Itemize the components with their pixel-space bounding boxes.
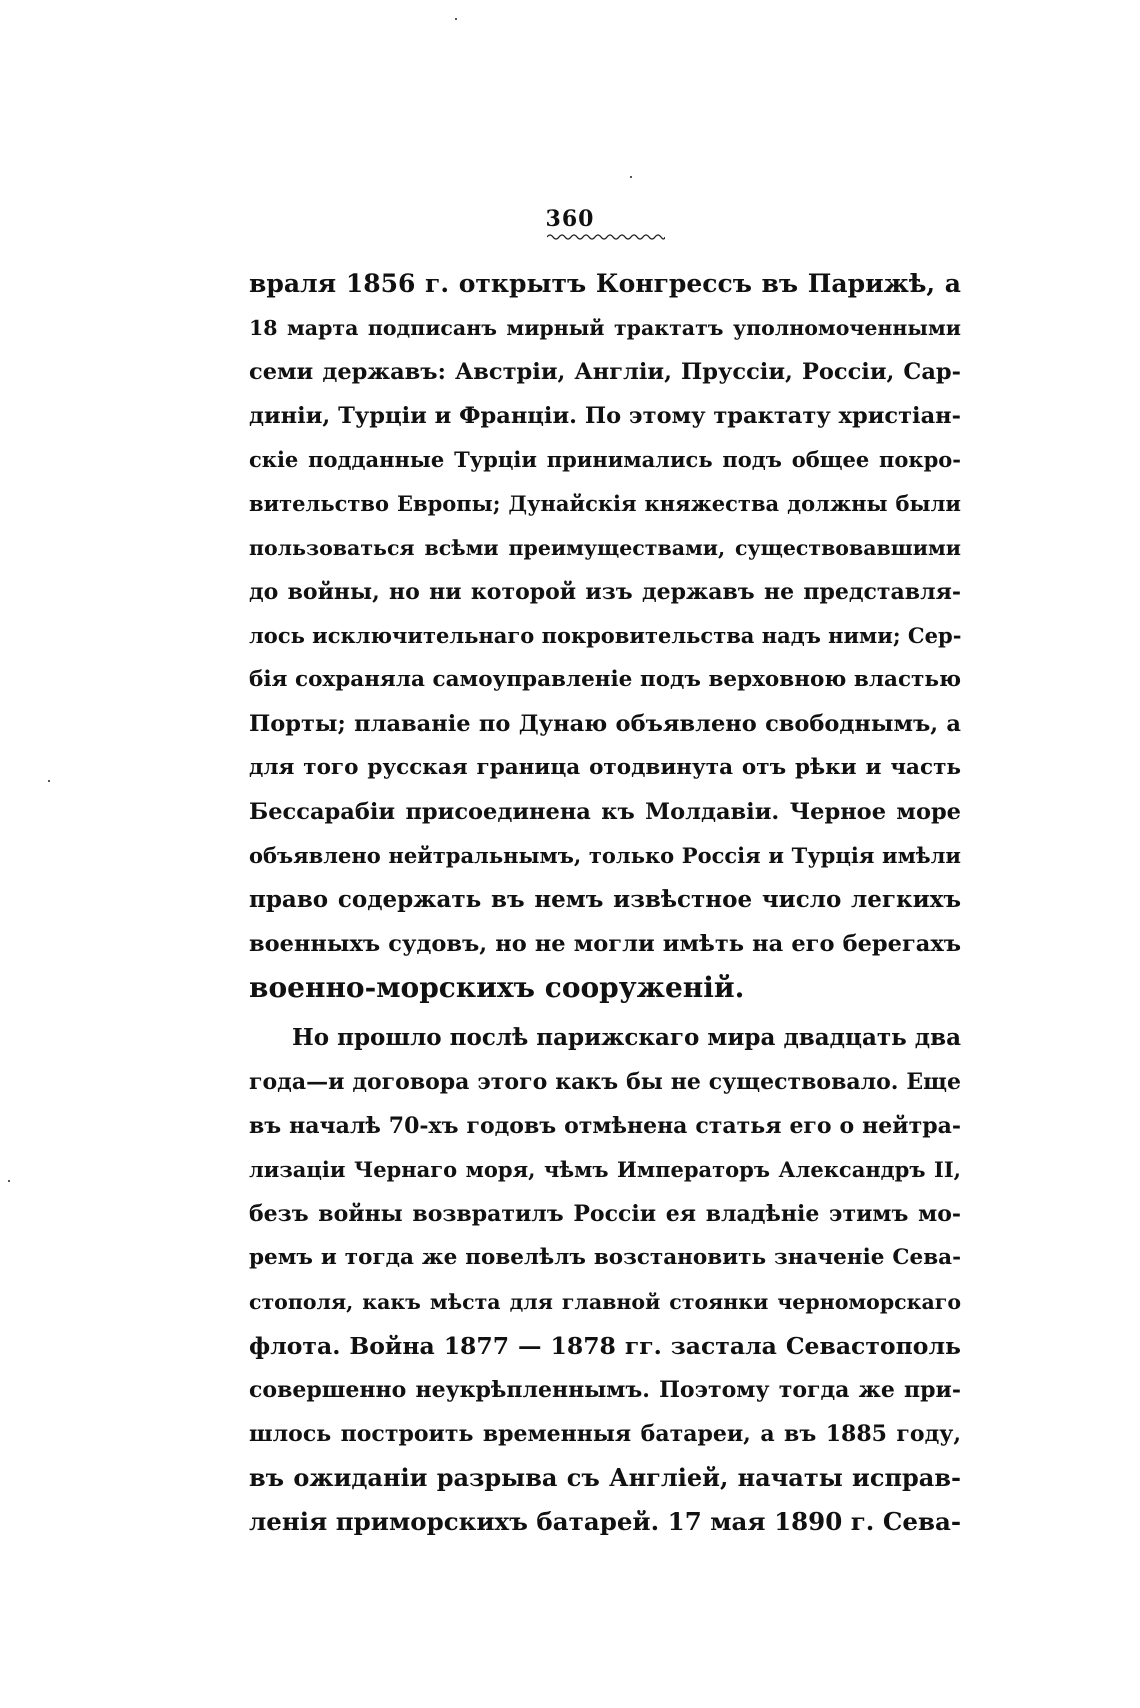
page-number: 360 [545, 206, 595, 232]
text-line: 18 марта подписанъ мирный трактатъ уполномоченными [249, 316, 961, 340]
text-line: диніи, Турціи и Франціи. По этому трактату христіан- [249, 403, 961, 429]
text-line: года—и договора этого какъ бы не существовало. Еще [249, 1069, 961, 1095]
wavy-rule-ornament [547, 232, 665, 242]
scan-speck [455, 18, 457, 20]
text-line: вительство Европы; Дунайскія княжества должны были [249, 491, 961, 516]
text-line: враля 1856 г. открытъ Конгрессъ въ Парижѣ, а [249, 269, 961, 298]
text-line: въ началѣ 70-хъ годовъ отмѣнена статья его о нейтра- [249, 1113, 961, 1139]
text-line: безъ войны возвратилъ Россіи ея владѣніе этимъ мо- [249, 1201, 961, 1227]
text-line: для того русская граница отодвинута отъ рѣки и часть [249, 755, 961, 780]
text-line: въ ожиданіи разрыва съ Англіей, начаты исправ- [249, 1463, 961, 1492]
text-line: военно-морскихъ сооруженій. [249, 971, 745, 1004]
text-line: право содержать въ немъ извѣстное число легкихъ [249, 886, 961, 913]
text-line: лизаціи Чернаго моря, чѣмъ Императоръ Александръ II, [249, 1157, 961, 1182]
text-line: до войны, но ни которой изъ державъ не представля- [249, 579, 961, 605]
text-line: ремъ и тогда же повелѣлъ возстановить значеніе Сева- [249, 1245, 961, 1270]
text-line: Порты; плаваніе по Дунаю объявлено свободнымъ, а [249, 711, 961, 737]
text-line: семи державъ: Австріи, Англіи, Пруссіи, Россіи, Сар- [249, 359, 961, 385]
text-line: стополя, какъ мѣста для главной стоянки черноморскаго [249, 1290, 961, 1314]
text-line: Бессарабіи присоединена къ Молдавіи. Черное море [249, 799, 961, 825]
text-line: ленія приморскихъ батарей. 17 мая 1890 г. Сева- [249, 1507, 961, 1536]
text-line: флота. Война 1877 — 1878 гг. застала Севастополь [249, 1332, 961, 1360]
text-line: шлось построить временныя батареи, а въ 1885 году, [249, 1421, 961, 1447]
text-line: объявлено нейтральнымъ, только Россія и Турція имѣли [249, 843, 961, 868]
text-line: совершенно неукрѣпленнымъ. Поэтому тогда же при- [249, 1377, 961, 1403]
text-line: пользоваться всѣми преимуществами, существовавшими [249, 536, 961, 560]
text-line: бія сохраняла самоуправленіе подъ верховною властью [249, 667, 961, 692]
text-line: скіе подданные Турціи принимались подъ общее покро- [249, 447, 961, 472]
scan-speck [8, 1180, 10, 1182]
text-line: лось исключительнаго покровительства надъ ними; Сер- [249, 623, 961, 648]
text-line: Но прошло послѣ парижскаго мира двадцать два [292, 1024, 961, 1051]
scan-speck [630, 176, 632, 178]
scan-speck [48, 780, 50, 782]
text-line: военныхъ судовъ, но не могли имѣть на его берегахъ [249, 931, 961, 957]
